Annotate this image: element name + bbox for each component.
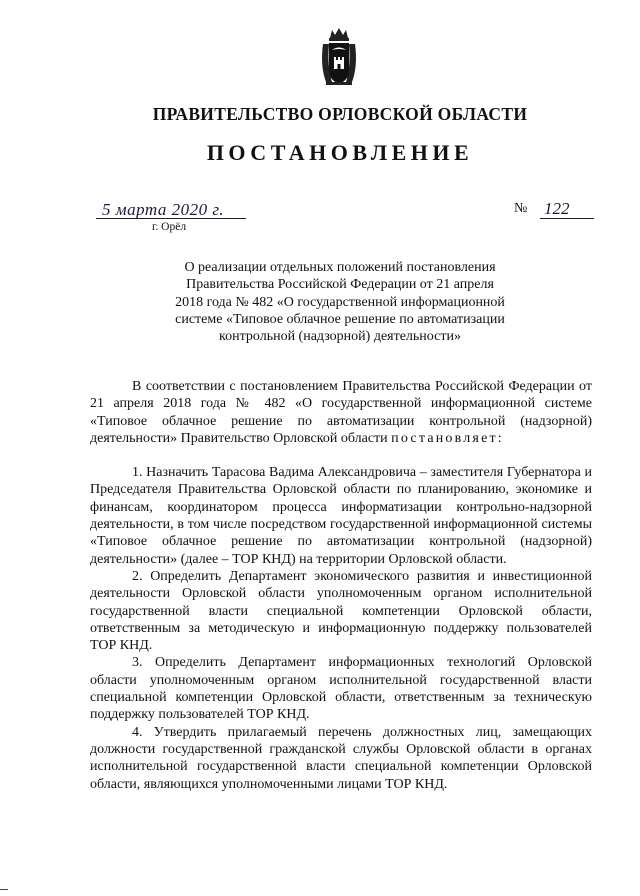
decree-item-1: 1. Назначить Тарасова Вадима Александровича – заместителя Губернатора и Председателя Правительства Орловской области по планированию, экономике и финансам, координатором процесса информатизации контрольно-надзорной деятельности, в том числе посредством государственной информационной системы «Типовое облачное решение по автоматизации контрольной (надзорной) деятельности» (далее – ТОР КНД) на территории Орловской области.: [90, 465, 592, 567]
number-underline: [540, 218, 594, 219]
number-sign: №: [514, 201, 528, 216]
preamble-paragraph: [90, 378, 592, 447]
city-label: г. Орёл: [152, 221, 187, 233]
decree-item-3: 3. Определить Департамент информационных технологий Орловской области уполномоченным органом исполнительной государственной власти специальной компетенции Орловской области, ответственным за техническую поддержку пользователей ТОР КНД.: [90, 655, 592, 723]
subject-line: Правительства Российской Федерации от 21 апреля: [186, 277, 494, 293]
scan-edge-mark: [0, 889, 8, 890]
handwritten-date: 5 марта 2020 г.: [102, 200, 225, 219]
decree-item-4: 4. Утвердить прилагаемый перечень должностных лиц, замещающих должности государственной гражданской службы Орловской области в органах исполнительной государственной власти специальной компетенции Орловской области, являющихся уполномоченными лицами ТОР КНД.: [90, 724, 592, 792]
subject-line: 2018 года № 482 «О государственной информационной: [175, 294, 505, 310]
document-type-title: ПОСТАНОВЛЕНИЕ: [206, 140, 474, 165]
preamble-text: В соответствии с постановлением Правительства Российской Федерации от 21 апреля 2018 года № 482 «О государственной информационной системе «Типовое облачное решение по автоматизации контрольной (надзорной) деятельности» Правительство Орловской области: [90, 379, 592, 446]
subject-line: системе «Типовое облачное решение по автоматизации: [175, 311, 505, 327]
document-subject: [120, 259, 560, 345]
decree-word: постановляет:: [391, 430, 504, 446]
coat-of-arms-emblem: [318, 26, 360, 88]
subject-line: О реализации отдельных положений постановления: [184, 260, 496, 275]
organization-title: ПРАВИТЕЛЬСТВО ОРЛОВСКОЙ ОБЛАСТИ: [152, 104, 528, 124]
document-number-field: [514, 198, 594, 220]
document-body: [90, 378, 592, 793]
date-field: [96, 198, 246, 220]
paragraph-gap: [90, 447, 592, 464]
date-underline: [96, 218, 246, 219]
handwritten-number: 122: [544, 199, 570, 218]
decree-item-2: 2. Определить Департамент экономического развития и инвестиционной деятельности Орловской области уполномоченным органом исполнительной государственной власти специальной компетенции Орловской области, ответственным за методическую и информационную поддержку пользователей ТОР КНД.: [90, 568, 592, 654]
subject-line: контрольной (надзорной) деятельности»: [219, 329, 461, 345]
